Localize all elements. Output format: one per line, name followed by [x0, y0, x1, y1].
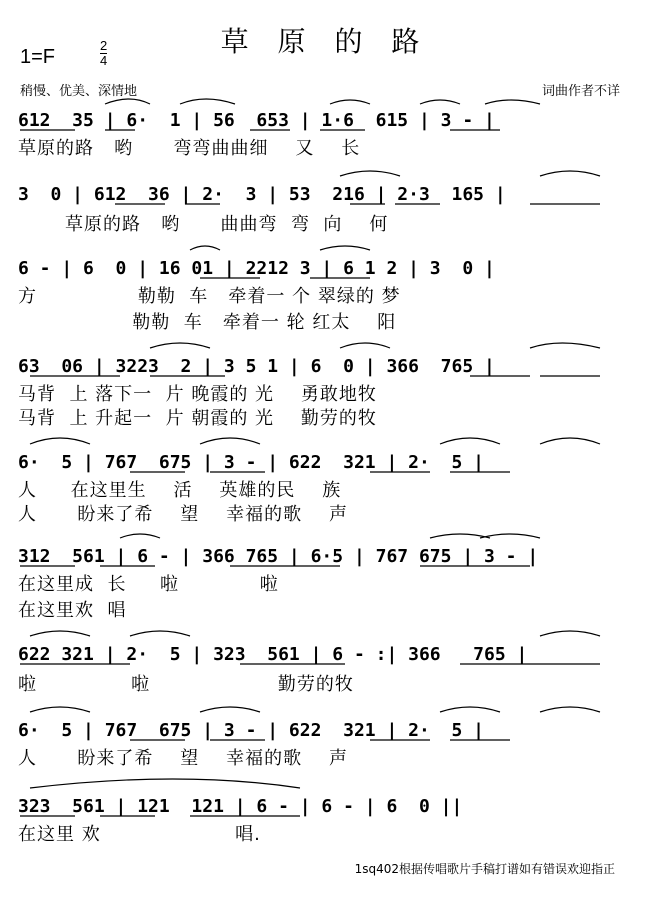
- footer-note: 1sq402根据传唱歌片手稿打谱如有错误欢迎指正: [354, 862, 615, 876]
- lyrics-row-9-1: 在这里 欢 唱.: [18, 824, 261, 845]
- notation-row-3: 6 - | 6 0 | 16 01 | 2212 3 | 6 1 2 | 3 0 |: [18, 258, 495, 279]
- lyrics-row-1-1: 草原的路 哟 弯弯曲曲细 又 长: [18, 138, 361, 159]
- time-signature-top: 2: [100, 38, 108, 53]
- notation-row-6: 312 561 | 6 - | 366 765 | 6·5 | 767 675 | 3 - |: [18, 546, 539, 567]
- key-signature: 1=F: [20, 46, 56, 68]
- lyrics-row-8-1: 人 盼来了希 望 幸福的歌 声: [18, 748, 348, 769]
- lyrics-row-4-2: 马背 上 升起一 片 朝霞的 光 勤劳的牧: [18, 408, 377, 429]
- lyrics-row-4-1: 马背 上 落下一 片 晚霞的 光 勇敢地牧: [18, 384, 377, 405]
- lyrics-row-3-2: 勒勒 车 牵着一 轮 红太 阳: [18, 312, 397, 333]
- lyrics-row-5-1: 人 在这里生 活 英雄的民 族: [18, 480, 342, 501]
- notation-row-7: 622 321 | 2· 5 | 323 561 | 6 - :| 366 765 |: [18, 644, 528, 665]
- notation-row-1: 612 35 | 6· 1 | 56 653 | 1·6 615 | 3 - |: [18, 110, 495, 131]
- lyrics-row-6-2: 在这里欢 唱: [18, 600, 127, 621]
- lyrics-row-3-1: 方 勒勒 车 牵着一 个 翠绿的 梦: [18, 286, 401, 307]
- time-signature-bottom: 4: [100, 53, 108, 68]
- lyrics-row-5-2: 人 盼来了希 望 幸福的歌 声: [18, 504, 348, 525]
- time-signature: [100, 40, 107, 67]
- lyrics-row-6-1: 在这里成 长 啦 啦: [18, 574, 279, 595]
- notation-row-9: 323 561 | 121 121 | 6 - | 6 - | 6 0 ||: [18, 796, 463, 817]
- tempo-marking: 稍慢、优美、深情地: [20, 84, 138, 99]
- author-credit: 词曲作者不详: [541, 84, 620, 99]
- notation-row-5: 6· 5 | 767 675 | 3 - | 622 321 | 2· 5 |: [18, 452, 484, 473]
- notation-row-2: 3 0 | 612 36 | 2· 3 | 53 216 | 2·3 165 |: [18, 184, 506, 205]
- lyrics-row-2-1: 草原的路 哟 曲曲弯 弯 向 何: [18, 214, 389, 235]
- notation-row-8: 6· 5 | 767 675 | 3 - | 622 321 | 2· 5 |: [18, 720, 484, 741]
- lyrics-row-7-1: 啦 啦 勤劳的牧: [18, 674, 354, 695]
- song-title: 草 原 的 路: [220, 25, 430, 58]
- notation-row-4: 63 06 | 3223 2 | 3 5 1 | 6 0 | 366 765 |: [18, 356, 495, 377]
